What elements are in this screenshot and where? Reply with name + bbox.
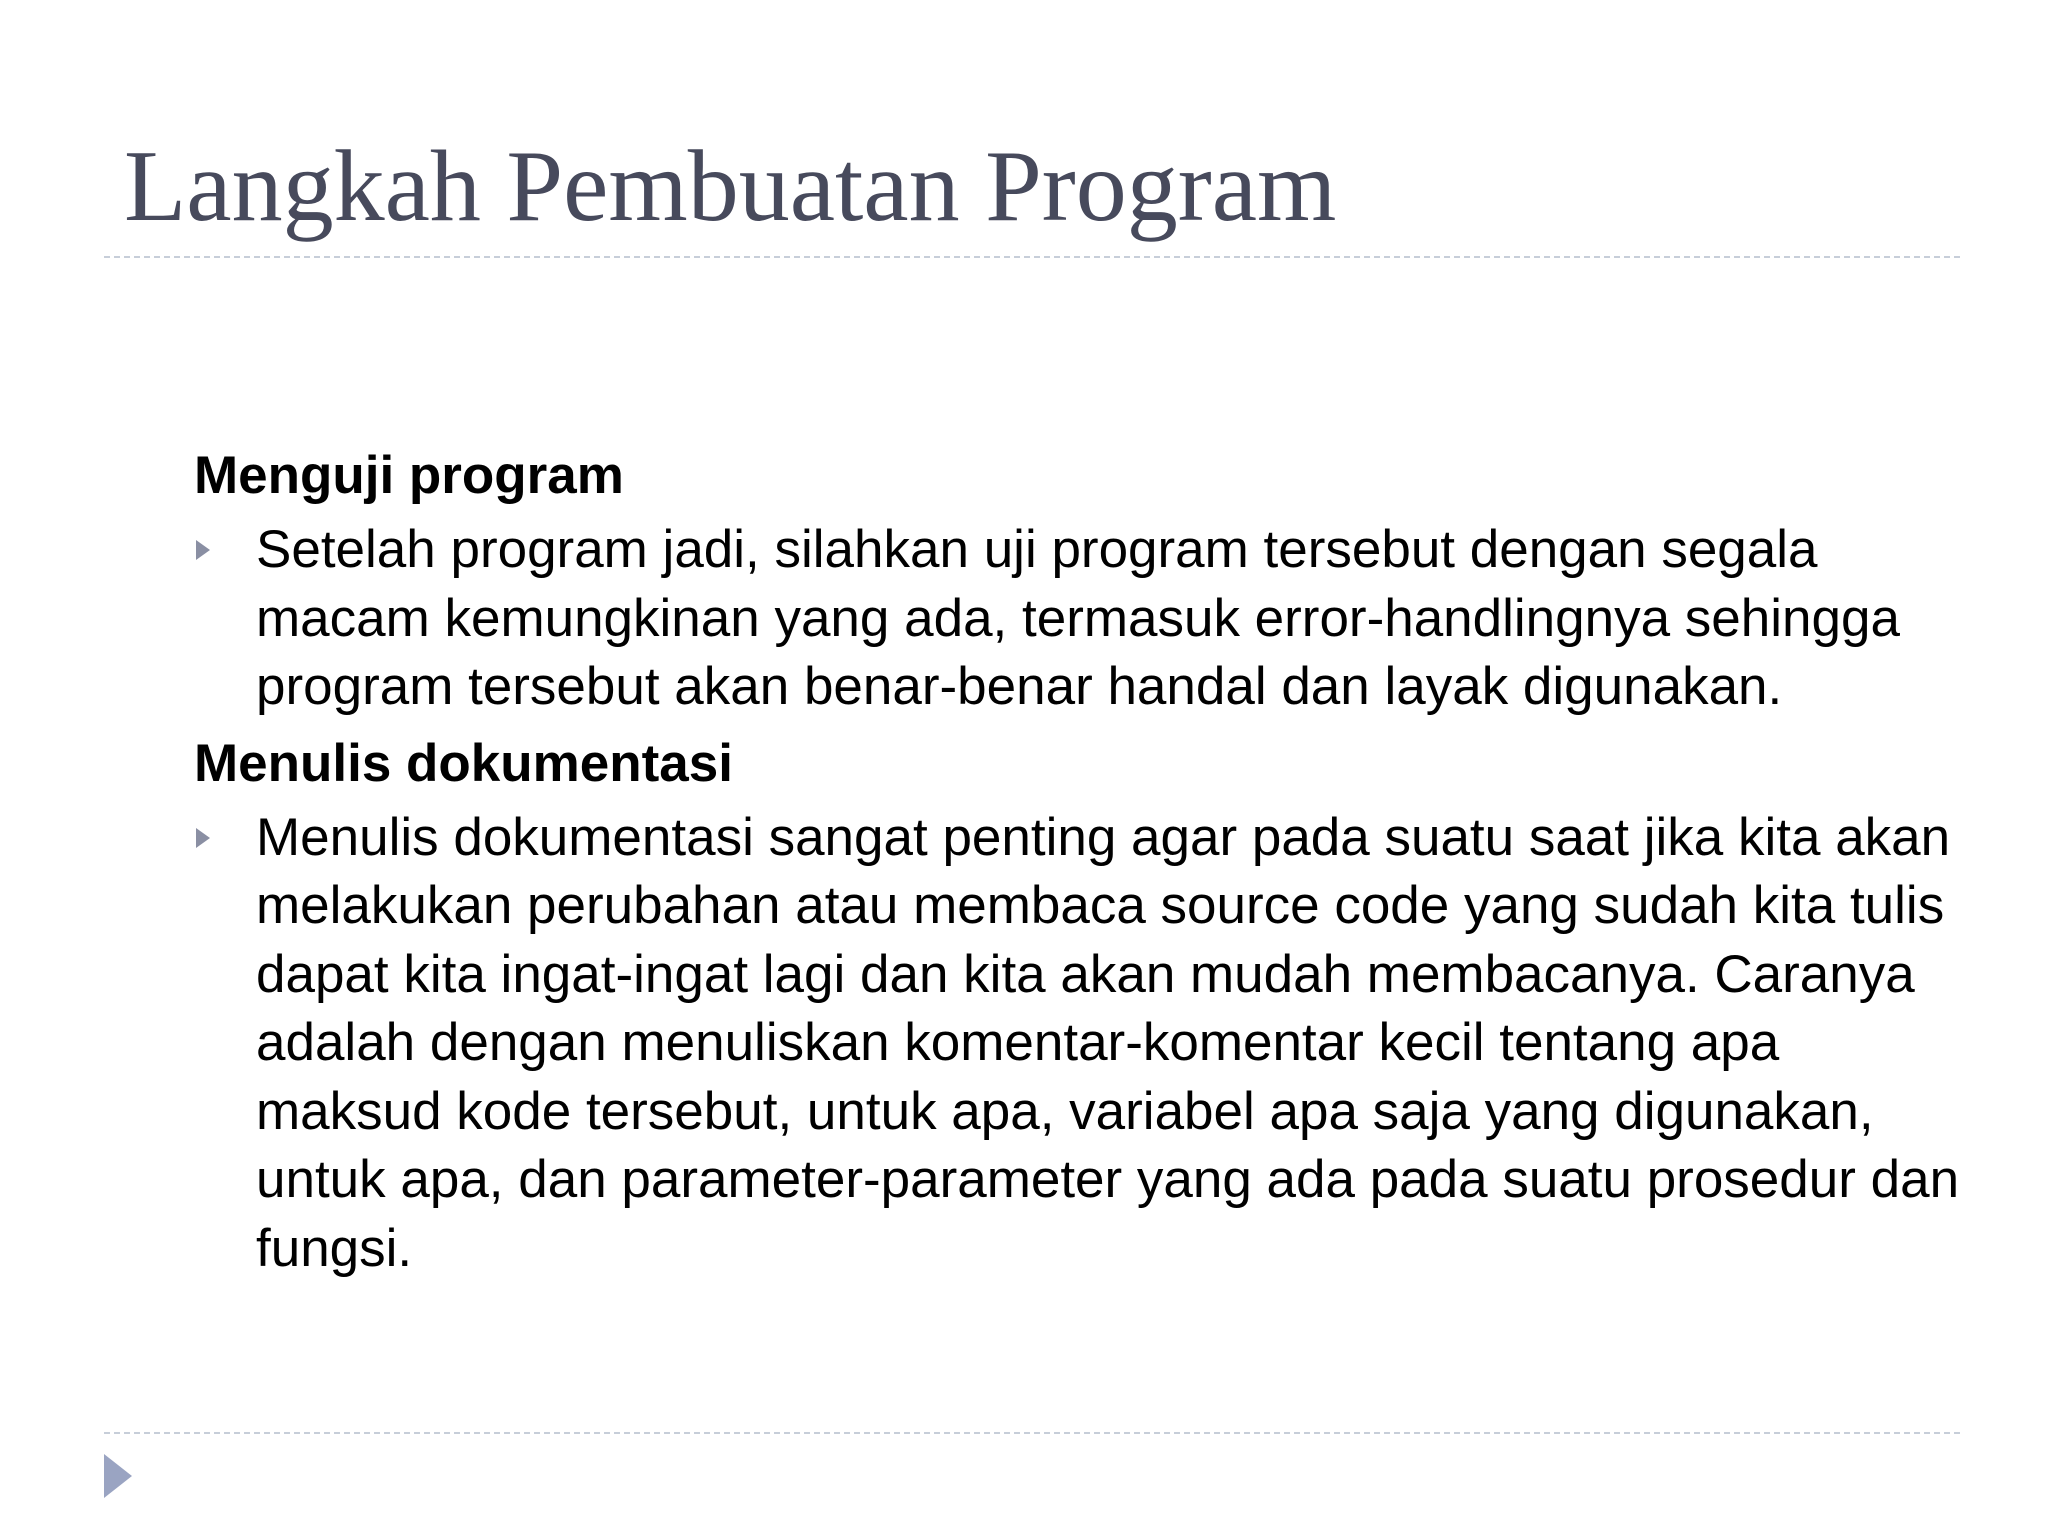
slide-content	[194, 442, 1964, 1283]
bullet-triangle-icon	[196, 828, 210, 848]
bullet-triangle-icon	[196, 540, 210, 560]
bullet-item-documentation	[194, 804, 1964, 1284]
slide-title: Langkah Pembuatan Program	[124, 130, 1337, 243]
bullet-text-testing: Setelah program jadi, silahkan uji program tersebut dengan segala macam kemungkinan yang ada, termasuk error-handlingnya sehingga program tersebut akan benar-benar handal dan layak digunakan.	[256, 520, 1900, 716]
footer-divider	[104, 1432, 1960, 1434]
footer-triangle-icon	[104, 1454, 132, 1498]
bullet-item-testing	[194, 516, 1964, 722]
bullet-text-documentation: Menulis dokumentasi sangat penting agar pada suatu saat jika kita akan melakukan perubahan atau membaca source code yang sudah kita tulis dapat kita ingat-ingat lagi dan kita akan mudah membacanya. Caranya adalah dengan menuliskan komentar-komentar kecil tentang apa maksud kode tersebut, untuk apa, variabel apa saja yang digunakan, untuk apa, dan parameter-parameter yang ada pada suatu prosedur dan fungsi.	[256, 807, 1960, 1278]
section-heading-documentation: Menulis dokumentasi	[194, 733, 733, 793]
section-heading-testing: Menguji program	[194, 446, 624, 505]
title-divider	[104, 256, 1960, 258]
